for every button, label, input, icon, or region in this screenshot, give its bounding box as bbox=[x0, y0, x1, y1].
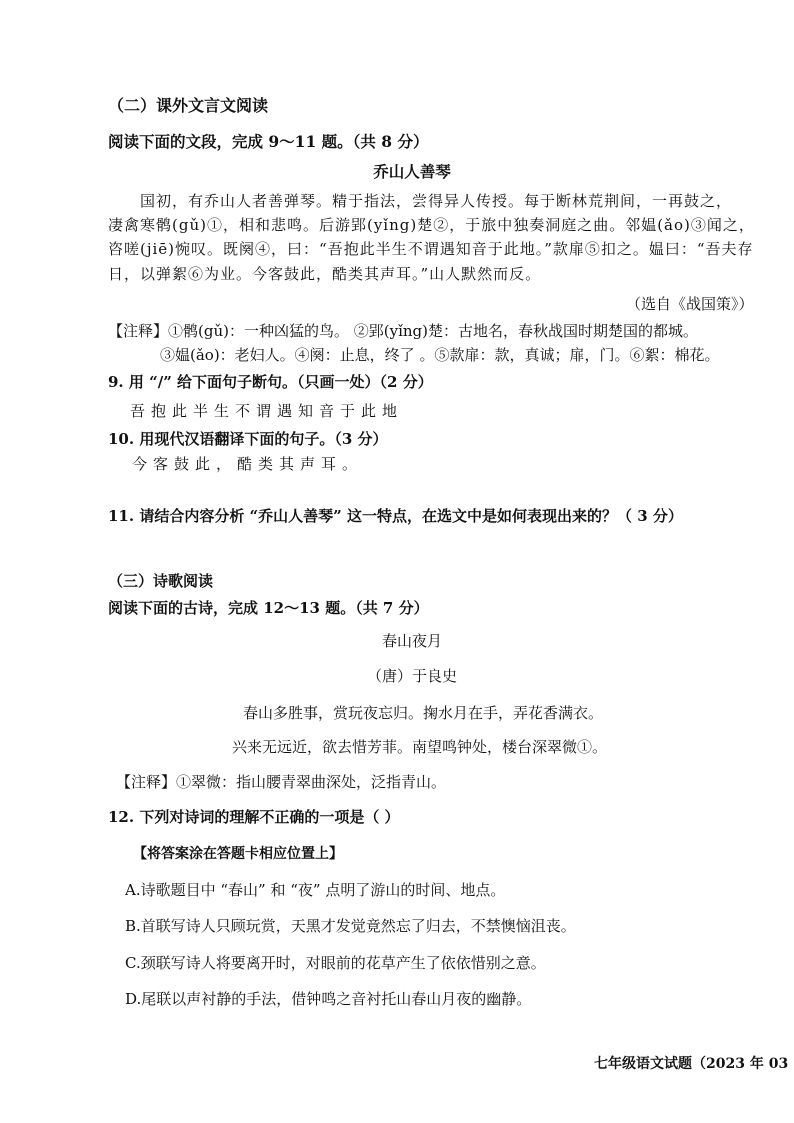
option-a: A.诗歌题目中 “春山” 和 “夜” 点明了游山的时间、地点。 bbox=[125, 881, 506, 899]
section3-instruction: 阅读下面的古诗，完成 12～13 题。（共 7 分） bbox=[108, 599, 429, 617]
passage-source: （选自《战国策》） bbox=[626, 295, 754, 313]
option-d: D.尾联以声衬静的手法，借钟鸣之音衬托山春山月夜的幽静。 bbox=[125, 990, 532, 1008]
passage-title: 乔山人善琴 bbox=[373, 162, 451, 181]
question-9-sentence: 吾抱此半生不谓遇知音于此地 bbox=[130, 402, 404, 420]
passage-line-1: 国初，有乔山人者善弹琴。精于指法，尝得异人传授。每于断林荒荆间，一再鼓之， bbox=[140, 192, 733, 210]
poem-title: 春山夜月 bbox=[381, 632, 442, 650]
poem-line-2: 兴来无远近，欲去惜芳菲。南望鸣钟处，楼台深翠微①。 bbox=[232, 738, 608, 756]
notes-line-2: ③媪(ǎo)：老妇人。④阕：止息，终了 。⑤款扉：款，真诚；扉，门。⑥絮：棉花。 bbox=[160, 346, 720, 364]
poem-note: 【注释】①翠微：指山腰青翠曲深处，泛指青山。 bbox=[116, 773, 447, 791]
section2-heading: （二）课外文言文阅读 bbox=[108, 96, 269, 115]
answer-hint: 【将答案涂在答题卡相应位置上】 bbox=[133, 846, 343, 862]
poem-author: （唐）于良史 bbox=[366, 667, 457, 685]
question-10-sentence: 今客鼓此，酷类其声耳。 bbox=[132, 455, 364, 473]
passage-line-2: 凄禽寒鹘(gǔ)①，相和悲鸣。后游郢(yǐng)楚②，于旅中独奏洞庭之曲。邻媪(ǎo)③闻之， bbox=[108, 216, 755, 234]
passage-line-4: 日，以弹絮⑥为业。今客鼓此，酷类其声耳。”山人默然而反。 bbox=[108, 265, 542, 283]
notes-line-1: 【注释】①鹘(gǔ)：一种凶猛的鸟。 ②郢(yǐng)楚：古地名，春秋战国时期楚国的都城。 bbox=[108, 322, 698, 340]
passage-line-3: 咨嗟(jiē)惋叹。既阕④，曰：“吾抱此半生不谓遇知音于此地。”款扉⑤扣之。媪曰：“吾夫存 bbox=[108, 240, 754, 258]
section3-heading: （三）诗歌阅读 bbox=[108, 572, 214, 590]
question-9: 9. 用 “/” 给下面句子断句。（只画一处）（2 分） bbox=[108, 373, 433, 391]
section2-instruction: 阅读下面的文段，完成 9～11 题。（共 8 分） bbox=[108, 132, 429, 151]
question-10: 10. 用现代汉语翻译下面的句子。（3 分） bbox=[108, 430, 388, 448]
question-11: 11. 请结合内容分析 “乔山人善琴” 这一特点，在选文中是如何表现出来的？（ 3 分） bbox=[108, 507, 683, 525]
poem-line-1: 春山多胜事，赏玩夜忘归。掬水月在手，弄花香满衣。 bbox=[243, 704, 604, 722]
page-footer: 七年级语文试题（2023 年 03 bbox=[594, 1056, 789, 1072]
option-b: B.首联写诗人只顾玩赏，天黑才发觉竟然忘了归去，不禁懊恼沮丧。 bbox=[125, 917, 576, 935]
option-c: C.颈联写诗人将要离开时，对眼前的花草产生了依依惜别之意。 bbox=[125, 954, 546, 972]
question-12: 12. 下列对诗词的理解不正确的一项是（ ） bbox=[108, 808, 400, 826]
